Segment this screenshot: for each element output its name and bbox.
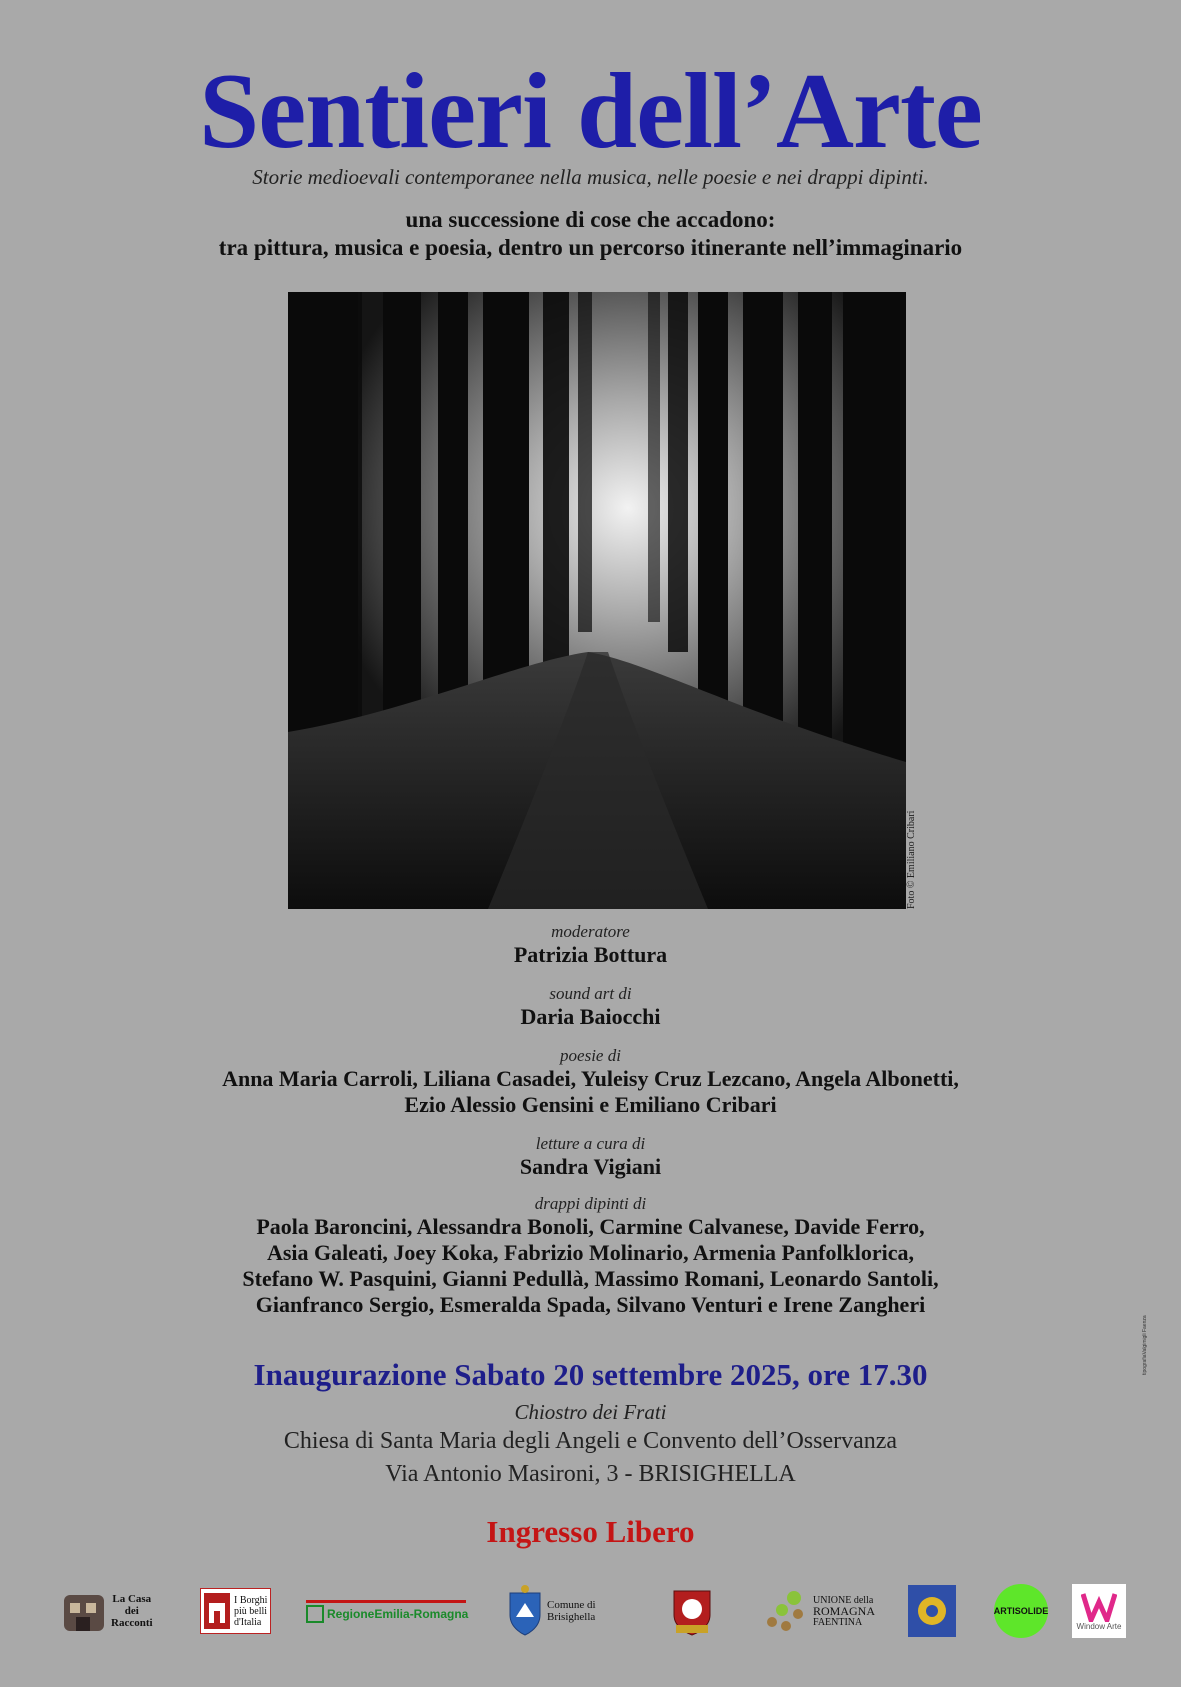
venue-address: Via Antonio Masironi, 3 - BRISIGHELLA (385, 1461, 796, 1487)
logo-regione (306, 1582, 468, 1640)
credit-role: moderatore (551, 922, 630, 941)
credit-role: poesie di (560, 1046, 621, 1065)
logo-unione (762, 1582, 875, 1640)
credit-names: Sandra Vigiani (519, 1154, 662, 1179)
tagline (0, 206, 1181, 262)
credit-letture (0, 1134, 1181, 1180)
unione-dots-icon (762, 1588, 808, 1634)
casa-line-2: dei (124, 1605, 139, 1617)
unione-line-3: FAENTINA (813, 1616, 863, 1628)
credit-drappi (0, 1194, 1181, 1318)
borghi-box (200, 1588, 271, 1634)
tagline-line-1: una successione di cose che accadono: (405, 207, 776, 232)
inauguration-date: Inaugurazione Sabato 20 settembre 2025, ore 17.30 (253, 1357, 928, 1392)
credit-names: Paola Baroncini, Alessandra Bonoli, Carmine Calvanese, Davide Ferro, (256, 1214, 925, 1239)
poster-title: Sentieri dell’Arte (199, 52, 982, 171)
borghi-line-3: d'Italia (234, 1616, 262, 1628)
borghi-line-1: I Borghi (234, 1594, 268, 1606)
artisolide-name: ARTISOLIDE (994, 1584, 1048, 1638)
casa-line-3: Racconti (111, 1617, 153, 1629)
credit-poesie (0, 1046, 1181, 1118)
credit-names: Asia Galeati, Joey Koka, Fabrizio Molinario, Armenia Panfolklorica, (266, 1240, 915, 1265)
window-arte-w-icon (1081, 1592, 1117, 1622)
venue-church: Chiesa di Santa Maria degli Angeli e Convento dell’Osservanza (283, 1428, 898, 1454)
logo-window-arte (1072, 1582, 1126, 1640)
comune-line-2: Brisighella (547, 1611, 596, 1623)
window-arte-name: Window Arte (1076, 1621, 1122, 1631)
unione-line-1: UNIONE della (813, 1594, 874, 1606)
forest-path-illustration (288, 292, 906, 909)
regione-red-bar (306, 1600, 466, 1603)
logo-poesia-star (908, 1582, 956, 1640)
photo-credit: Foto © Emiliano Cribari (906, 810, 917, 909)
logo-casa-racconti (62, 1582, 153, 1640)
castle-icon (204, 1593, 230, 1629)
logo-comune (508, 1582, 596, 1640)
entry-free: Ingresso Libero (486, 1514, 695, 1549)
casa-line-1: La Casa (112, 1593, 152, 1605)
forest-photo (288, 292, 906, 909)
casa-racconti-icon (62, 1589, 106, 1633)
credit-names: Gianfranco Sergio, Esmeralda Spada, Silvano Venturi e Irene Zangheri (255, 1292, 926, 1317)
credit-names: Anna Maria Carroli, Liliana Casadei, Yuleisy Cruz Lezcano, Angela Albonetti, (222, 1066, 959, 1091)
logo-borghi (200, 1582, 271, 1640)
credit-names: Stefano W. Pasquini, Gianni Pedullà, Massimo Romani, Leonardo Santoli, (242, 1266, 939, 1291)
credit-names: Patrizia Bottura (513, 942, 668, 967)
regione-name: RegioneEmilia-Romagna (327, 1606, 469, 1621)
star-emblem-icon (908, 1585, 956, 1637)
credit-names: Ezio Alessio Gensini e Emiliano Cribari (404, 1092, 777, 1117)
borghi-line-2: più belli (234, 1605, 268, 1617)
window-arte-box (1072, 1584, 1126, 1638)
printer-credit: tipografiaValgimigli Faenza (1142, 1315, 1148, 1375)
logo-crest (670, 1582, 714, 1640)
venue-place: Chiostro dei Frati (514, 1400, 667, 1424)
credit-role: sound art di (549, 984, 632, 1003)
poster-subtitle: Storie medioevali contemporanee nella musica, nelle poesie e nei drappi dipinti. (252, 165, 929, 189)
logo-artisolide (994, 1582, 1048, 1640)
comune-line-1: Comune di (547, 1599, 596, 1611)
credit-role: drappi dipinti di (534, 1194, 647, 1213)
credit-names: Daria Baiocchi (520, 1004, 661, 1029)
credit-moderatore (0, 922, 1181, 968)
credit-role: letture a cura di (535, 1134, 646, 1153)
credit-sound-art (0, 984, 1181, 1030)
unione-line-2: ROMAGNA (813, 1603, 876, 1618)
regione-mark-icon (306, 1605, 324, 1623)
tagline-line-2: tra pittura, musica e poesia, dentro un percorso itinerante nell’immaginario (218, 235, 963, 260)
comune-crest-icon (508, 1585, 542, 1637)
red-crest-icon (670, 1585, 714, 1637)
